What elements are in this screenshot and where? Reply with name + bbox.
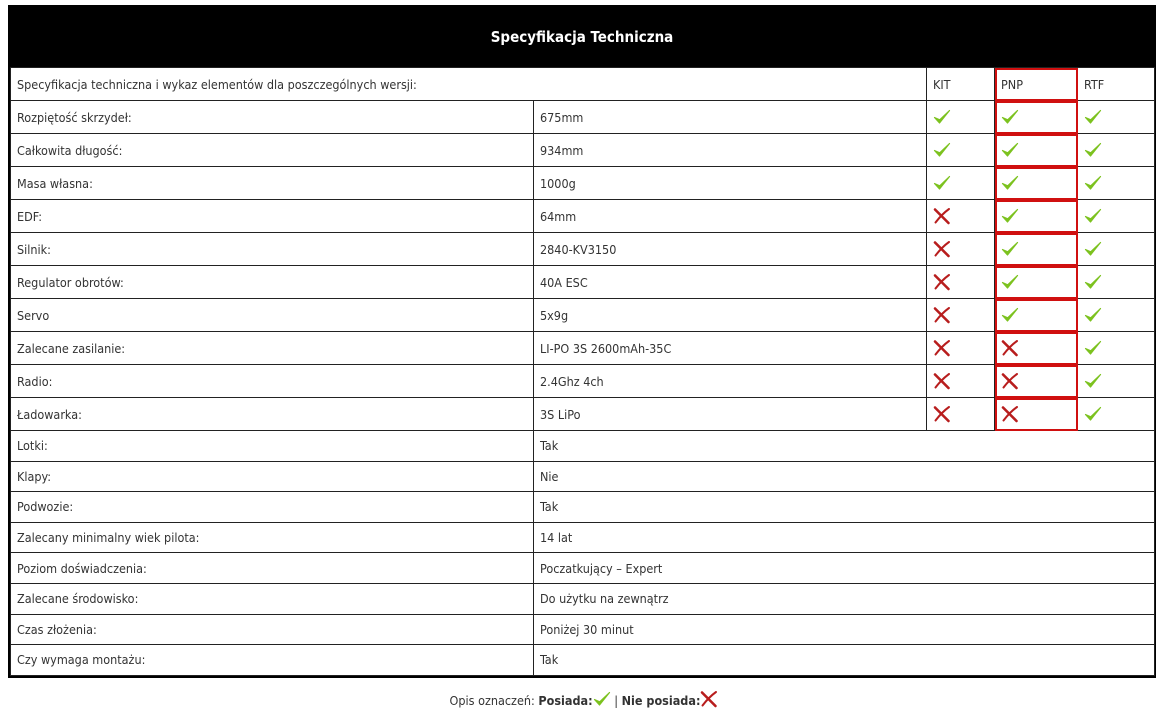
- cross-icon: [933, 339, 951, 357]
- table-row: [11, 134, 1155, 167]
- cell-kit: [927, 266, 995, 299]
- row-value: 2.4Ghz 4ch: [534, 365, 927, 398]
- row-label: Poziom doświadczenia:: [11, 553, 534, 584]
- check-icon: [1084, 372, 1102, 390]
- spec-table-container: [8, 5, 1156, 678]
- cross-icon: [933, 405, 951, 423]
- spec-table: [10, 67, 1155, 676]
- cross-icon: [933, 207, 951, 225]
- table-row: [11, 614, 1155, 645]
- cross-icon: [933, 240, 951, 258]
- cross-icon: [1001, 405, 1019, 423]
- cell-kit: [927, 167, 995, 200]
- cell-pnp: [995, 266, 1078, 299]
- cross-icon: [933, 306, 951, 324]
- row-value: 14 lat: [534, 522, 1155, 553]
- row-label: Radio:: [11, 365, 534, 398]
- cell-rtf: [1078, 101, 1155, 134]
- table-row: [11, 492, 1155, 523]
- table-row: [11, 398, 1155, 431]
- cell-rtf: [1078, 233, 1155, 266]
- check-icon: [1084, 207, 1102, 225]
- row-label: Regulator obrotów:: [11, 266, 534, 299]
- row-label: Masa własna:: [11, 167, 534, 200]
- row-label: Zalecane zasilanie:: [11, 332, 534, 365]
- cell-rtf: [1078, 134, 1155, 167]
- check-icon: [1084, 273, 1102, 291]
- table-row: [11, 101, 1155, 134]
- header-pnp: PNP: [995, 68, 1078, 101]
- header-row: [11, 68, 1155, 101]
- legend: [0, 690, 1168, 708]
- cell-kit: [927, 365, 995, 398]
- cell-kit: [927, 101, 995, 134]
- row-value: Tak: [534, 645, 1155, 676]
- table-row: [11, 266, 1155, 299]
- row-label: Czas złożenia:: [11, 614, 534, 645]
- check-icon: [1001, 273, 1019, 291]
- row-label: Servo: [11, 299, 534, 332]
- row-label: EDF:: [11, 200, 534, 233]
- legend-separator: |: [614, 693, 619, 708]
- row-label: Czy wymaga montażu:: [11, 645, 534, 676]
- cross-icon: [1001, 372, 1019, 390]
- row-label: Zalecany minimalny wiek pilota:: [11, 522, 534, 553]
- cell-kit: [927, 233, 995, 266]
- row-value: 1000g: [534, 167, 927, 200]
- row-value: 64mm: [534, 200, 927, 233]
- legend-has-label: Posiada:: [538, 693, 593, 708]
- check-icon: [1001, 174, 1019, 192]
- row-value: Do użytku na zewnątrz: [534, 583, 1155, 614]
- cell-rtf: [1078, 200, 1155, 233]
- cell-kit: [927, 332, 995, 365]
- table-row: [11, 365, 1155, 398]
- cell-rtf: [1078, 398, 1155, 431]
- legend-prefix: Opis oznaczeń:: [449, 693, 535, 708]
- check-icon: [1001, 141, 1019, 159]
- cell-kit: [927, 398, 995, 431]
- check-icon: [1084, 108, 1102, 126]
- table-row: [11, 522, 1155, 553]
- row-label: Ładowarka:: [11, 398, 534, 431]
- row-value: Poczatkujący – Expert: [534, 553, 1155, 584]
- cell-rtf: [1078, 299, 1155, 332]
- row-value: 40A ESC: [534, 266, 927, 299]
- table-row: [11, 200, 1155, 233]
- row-label: Podwozie:: [11, 492, 534, 523]
- row-value: 675mm: [534, 101, 927, 134]
- header-kit: KIT: [927, 68, 995, 101]
- check-icon: [933, 108, 951, 126]
- cross-icon: [933, 372, 951, 390]
- cell-kit: [927, 299, 995, 332]
- cell-pnp: [995, 398, 1078, 431]
- table-row: [11, 299, 1155, 332]
- cell-pnp: [995, 101, 1078, 134]
- check-icon: [1001, 108, 1019, 126]
- cell-pnp: [995, 200, 1078, 233]
- cross-icon: [933, 273, 951, 291]
- table-row: [11, 332, 1155, 365]
- cell-kit: [927, 200, 995, 233]
- table-row: [11, 167, 1155, 200]
- check-icon: [1084, 174, 1102, 192]
- table-row: [11, 583, 1155, 614]
- header-rtf: RTF: [1078, 68, 1155, 101]
- check-icon: [1084, 405, 1102, 423]
- row-value: 2840-KV3150: [534, 233, 927, 266]
- row-label: Klapy:: [11, 461, 534, 492]
- row-label: Silnik:: [11, 233, 534, 266]
- cross-icon: [1001, 339, 1019, 357]
- cross-icon: [700, 690, 718, 708]
- check-icon: [1084, 141, 1102, 159]
- row-label: Lotki:: [11, 431, 534, 462]
- check-icon: [1001, 240, 1019, 258]
- table-title: Specyfikacja Techniczna: [10, 7, 1154, 67]
- row-value: Nie: [534, 461, 1155, 492]
- check-icon: [933, 174, 951, 192]
- row-value: 934mm: [534, 134, 927, 167]
- row-label: Rozpiętość skrzydeł:: [11, 101, 534, 134]
- cell-rtf: [1078, 332, 1155, 365]
- table-row: [11, 461, 1155, 492]
- row-label: Całkowita długość:: [11, 134, 534, 167]
- cell-pnp: [995, 332, 1078, 365]
- cell-pnp: [995, 365, 1078, 398]
- header-label: Specyfikacja techniczna i wykaz elementów dla poszczególnych wersji:: [11, 68, 927, 101]
- check-icon: [1084, 306, 1102, 324]
- table-row: [11, 233, 1155, 266]
- cell-pnp: [995, 299, 1078, 332]
- table-row: [11, 645, 1155, 676]
- check-icon: [593, 690, 611, 708]
- check-icon: [1001, 306, 1019, 324]
- cell-rtf: [1078, 365, 1155, 398]
- row-value: 3S LiPo: [534, 398, 927, 431]
- cell-pnp: [995, 167, 1078, 200]
- row-value: Poniżej 30 minut: [534, 614, 1155, 645]
- cell-rtf: [1078, 167, 1155, 200]
- check-icon: [1084, 240, 1102, 258]
- legend-has-not-label: Nie posiada:: [621, 693, 701, 708]
- row-value: 5x9g: [534, 299, 927, 332]
- cell-pnp: [995, 134, 1078, 167]
- row-value: Tak: [534, 431, 1155, 462]
- table-row: [11, 431, 1155, 462]
- cell-rtf: [1078, 266, 1155, 299]
- row-label: Zalecane środowisko:: [11, 583, 534, 614]
- row-value: LI-PO 3S 2600mAh-35C: [534, 332, 927, 365]
- cell-kit: [927, 134, 995, 167]
- table-row: [11, 553, 1155, 584]
- check-icon: [933, 141, 951, 159]
- check-icon: [1001, 207, 1019, 225]
- row-value: Tak: [534, 492, 1155, 523]
- check-icon: [1084, 339, 1102, 357]
- cell-pnp: [995, 233, 1078, 266]
